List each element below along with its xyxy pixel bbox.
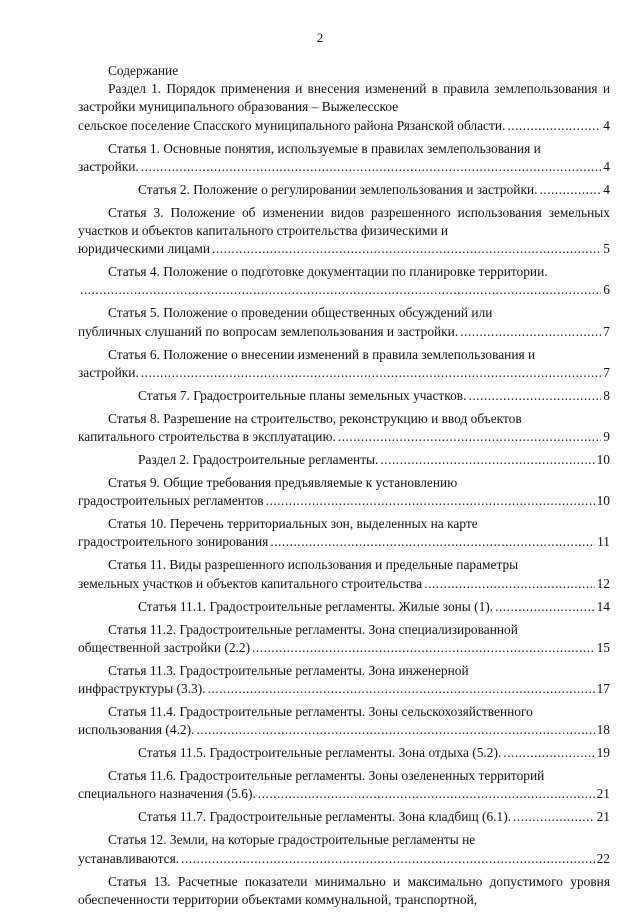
toc-page-number: 19 [596, 745, 610, 761]
dot-leader [513, 808, 595, 826]
toc-entry-tail: застройки. [78, 364, 139, 380]
dot-leader [495, 598, 594, 616]
toc-entry-tail: сельское поселение Спасского муниципального района Рязанской области. [78, 117, 506, 133]
toc-leader-line [78, 117, 610, 135]
toc-entry-text: Раздел 1. Порядок применения и внесения изменений в правила землепользования и застройки муниципального образования – Выжелесское [78, 81, 610, 115]
toc-entry-text: Статья 1. Основные понятия, используемые в правилах землепользования и [108, 140, 541, 156]
toc-entry-tail: Статья 11.5. Градостроительные регламенты. Зона отдыха (5.2). [138, 745, 502, 761]
toc-page-number: 15 [596, 639, 610, 655]
toc-leader-line [78, 721, 610, 739]
toc-entry-text: Статья 11. Виды разрешенного использования и предельные параметры [108, 557, 519, 573]
toc-entry[interactable] [78, 204, 610, 259]
toc-entry[interactable] [78, 451, 610, 469]
toc-page-number: 7 [603, 364, 610, 380]
toc-entry-text: Статья 8. Разрешение на строительство, реконструкцию и ввод объектов [108, 410, 522, 426]
toc-entry[interactable] [78, 474, 610, 510]
toc-entry-text: Статья 5. Положение о проведении общественных обсуждений или [108, 305, 493, 321]
toc-entry-tail: капитального строительства в эксплуатацию. [78, 429, 336, 445]
toc-entry[interactable] [78, 598, 610, 616]
toc-entry[interactable] [78, 621, 610, 657]
toc-leader-line [78, 181, 610, 199]
toc-entry[interactable] [78, 346, 610, 382]
toc-page-number: 11 [597, 534, 610, 550]
toc-entry[interactable] [78, 263, 610, 299]
toc-entry[interactable] [78, 808, 610, 826]
toc-page-number: 7 [603, 323, 610, 339]
toc-entry-tail: инфраструктуры (3.3). [78, 681, 206, 697]
toc-page-number: 18 [596, 722, 610, 738]
dot-leader [338, 428, 601, 446]
toc-entry-text: Статья 10. Перечень территориальных зон, выделенных на карте [108, 516, 478, 532]
dot-leader [468, 387, 601, 405]
toc-leader-line [78, 598, 610, 616]
toc-leader-line [78, 533, 610, 551]
toc-page-number: 22 [596, 850, 610, 866]
toc-page-number: 10 [596, 493, 610, 509]
toc-leader-line [78, 451, 610, 469]
toc-entry-tail: публичных слушаний по вопросам землепользования и застройки. [78, 323, 459, 339]
toc-entry-text: Статья 11.3. Градостроительные регламенты. Зона инженерной [108, 662, 469, 678]
toc-heading: Содержание [108, 63, 179, 78]
toc-entry[interactable] [78, 515, 610, 551]
toc-entry-tail: земельных участков и объектов капитального строительства [78, 575, 423, 591]
dot-leader [270, 533, 595, 551]
dot-leader [380, 451, 594, 469]
toc-entry-tail: специального назначения (5.6). [78, 786, 256, 802]
toc-entry[interactable] [78, 662, 610, 698]
dot-leader [141, 364, 602, 382]
toc-entry-text: Статья 11.6. Градостроительные регламенты. Зоны озелененных территорий [108, 768, 545, 784]
toc-leader-line [78, 808, 610, 826]
toc-leader-line [78, 387, 610, 405]
toc-leader-line [78, 680, 610, 698]
toc-page-number: 14 [596, 598, 610, 614]
toc-entry-text: Статья 12. Земли, на которые градостроительные регламенты не [108, 832, 476, 848]
toc-entry-tail: Статья 7. Градостроительные планы земельных участков. [138, 387, 467, 403]
toc-entry[interactable] [78, 831, 610, 867]
toc-leader-line [78, 575, 610, 593]
toc-entry-tail: градостроительных регламентов [78, 493, 264, 509]
dot-leader [80, 281, 601, 299]
toc-entry-text: Статья 6. Положение о внесении изменений в правила землепользования и [108, 346, 536, 362]
toc-page-number: 4 [603, 181, 610, 197]
toc-page-number: 21 [596, 786, 610, 802]
dot-leader [507, 117, 601, 135]
toc-page-number: 6 [603, 282, 610, 298]
dot-leader [208, 680, 595, 698]
page-number: 2 [316, 30, 324, 45]
toc-leader-line [78, 428, 610, 446]
toc-page-number: 9 [603, 429, 610, 445]
toc-leader-line [78, 744, 610, 762]
toc-page-number: 4 [603, 158, 610, 174]
toc-page-number: 5 [603, 241, 610, 257]
toc-leader-line [78, 850, 610, 868]
toc-entry[interactable] [78, 387, 610, 405]
dot-leader [252, 639, 595, 657]
toc-entry-tail: общественной застройки (2.2) [78, 639, 251, 655]
toc-leader-line [78, 492, 610, 510]
toc-page-number: 10 [596, 452, 610, 468]
toc-entry[interactable] [78, 304, 610, 340]
toc-entry-tail: застройки. [78, 158, 139, 174]
dot-leader [503, 744, 594, 762]
toc-page-number: 4 [603, 117, 610, 133]
dot-leader [424, 575, 594, 593]
toc-page-number: 21 [596, 809, 610, 825]
dot-leader [539, 181, 601, 199]
dot-leader [196, 721, 594, 739]
toc-entry-tail: градостроительного зонирования [78, 534, 269, 550]
toc-entry[interactable] [78, 873, 610, 909]
toc-entry-tail: Статья 2. Положение о регулировании землепользования и застройки. [138, 181, 538, 197]
toc-entry-text: Статья 13. Расчетные показатели минимально и максимально допустимого уровня обеспеченности территории объектами коммунальной, транспортной, [78, 873, 610, 907]
toc-entry-tail: использования (4.2). [78, 722, 195, 738]
toc-entry-tail: юридическими лицами [78, 241, 211, 257]
dot-leader [266, 492, 595, 510]
toc-entry-text: Статья 11.4. Градостроительные регламенты. Зоны сельскохозяйственного [108, 704, 533, 720]
toc-entry-tail: Статья 11.1. Градостроительные регламенты. Жилые зоны (1). [138, 598, 494, 614]
dot-leader [258, 785, 595, 803]
toc-page-number: 8 [603, 387, 610, 403]
toc-entry[interactable] [78, 80, 610, 135]
toc-page-number: 12 [596, 575, 610, 591]
toc-entry[interactable] [78, 181, 610, 199]
toc-leader-line [78, 785, 610, 803]
toc-entry[interactable] [78, 556, 610, 592]
dot-leader [181, 850, 595, 868]
toc-entry[interactable] [78, 767, 610, 803]
dot-leader [460, 323, 601, 341]
toc-entry[interactable] [78, 703, 610, 739]
toc-entry-text: Статья 3. Положение об изменении видов разрешенного использования земельных участков и объектов капитального строительства физическими и [78, 204, 610, 239]
toc-entries [78, 80, 610, 909]
toc-leader-line [78, 639, 610, 657]
toc-leader-line [78, 281, 610, 299]
toc-leader-line [78, 364, 610, 382]
table-of-contents [78, 62, 610, 914]
toc-entry-text: Статья 9. Общие требования предъявляемые к установлению [108, 475, 458, 491]
toc-entry-text: Статья 4. Положение о подготовке документации по планировке территории. [108, 264, 548, 280]
toc-leader-line [78, 240, 610, 258]
toc-entry-tail: Статья 11.7. Градостроительные регламенты. Зона кладбищ (6.1). [138, 809, 512, 825]
toc-page-number: 17 [596, 681, 610, 697]
dot-leader [212, 240, 601, 258]
toc-entry[interactable] [78, 744, 610, 762]
toc-leader-line [78, 323, 610, 341]
toc-entry-tail: Раздел 2. Градостроительные регламенты. [138, 452, 379, 468]
toc-leader-line [78, 158, 610, 176]
dot-leader [141, 158, 602, 176]
toc-entry-text: Статья 11.2. Градостроительные регламенты. Зона специализированной [108, 621, 518, 637]
toc-entry[interactable] [78, 140, 610, 176]
toc-entry[interactable] [78, 410, 610, 446]
toc-entry-tail: устанавливаются. [78, 850, 180, 866]
